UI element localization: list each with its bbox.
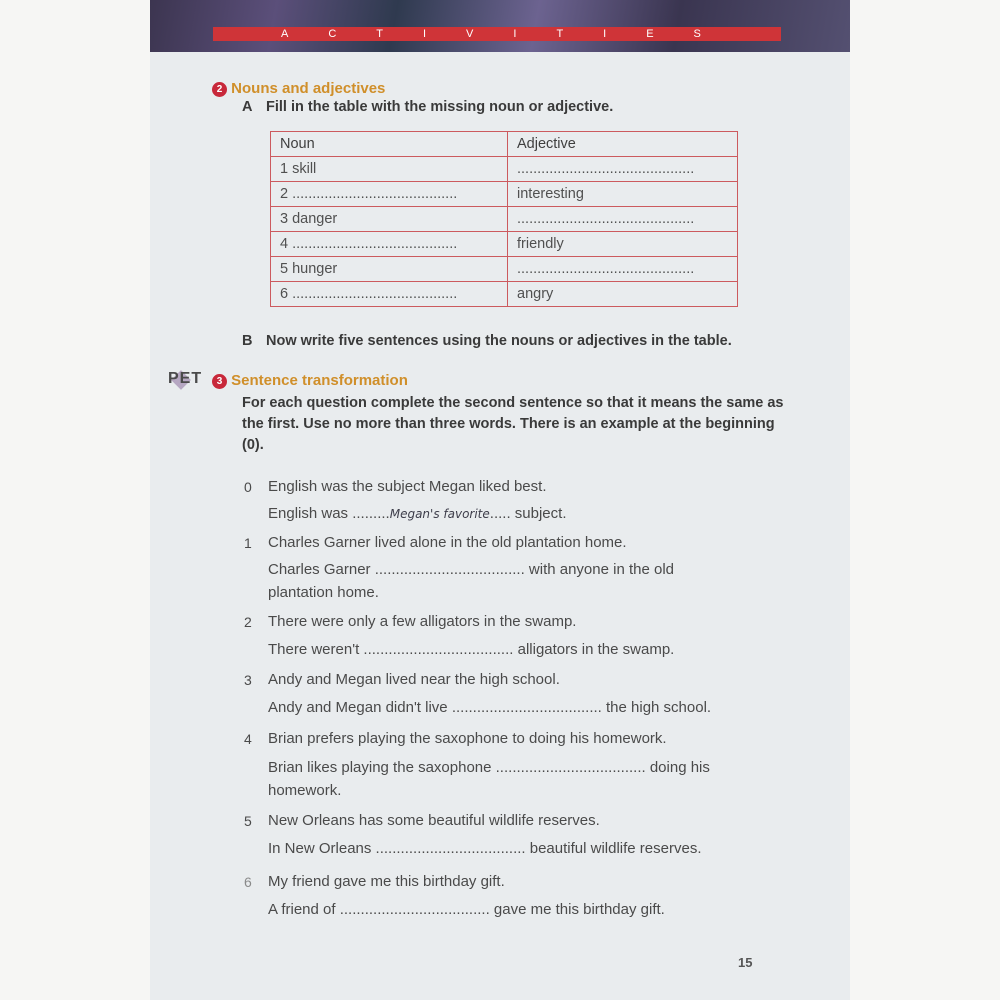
table-header-noun: Noun <box>271 132 508 157</box>
table-row <box>271 182 738 207</box>
book-page <box>150 0 850 1000</box>
page-number: 15 <box>738 955 753 970</box>
activities-banner: ACTIVITIES <box>213 27 781 41</box>
section-3-number: 3 <box>212 374 227 389</box>
part-b-instruction <box>242 333 732 349</box>
transform-end: ..... subject. <box>489 505 567 522</box>
adjective-cell: ............................................ <box>508 257 738 282</box>
question-original: There were only a few alligators in the swamp. <box>268 613 577 630</box>
section-3-title: Sentence transformation <box>231 372 408 389</box>
section-2-title: Nouns and adjectives <box>231 80 386 97</box>
noun-adjective-table <box>270 131 738 307</box>
header-photo <box>150 0 850 52</box>
question-transform-continued: homework. <box>268 782 342 799</box>
table-header-adjective: Adjective <box>508 132 738 157</box>
question-transform: Brian likes playing the saxophone .................................... doing his <box>268 759 710 776</box>
question-original: Andy and Megan lived near the high school. <box>268 671 560 688</box>
question-original: Brian prefers playing the saxophone to doing his homework. <box>268 730 667 747</box>
section-3-heading <box>212 372 408 389</box>
table-header-row <box>271 132 738 157</box>
section-3-instruction: For each question complete the second sentence so that it means the same as the first. Use no more than three words. There is an example at the beginning (0). <box>242 395 784 453</box>
question-transform: Andy and Megan didn't live .................................... the high school. <box>268 699 712 716</box>
question-transform: Charles Garner .................................... with anyone in the old <box>268 561 675 578</box>
section-2-number: 2 <box>212 82 227 97</box>
question-transform: A friend of .................................... gave me this birthday gift. <box>268 901 665 918</box>
handwritten-answer: Megan's favorite <box>389 507 490 521</box>
noun-cell: 6 ......................................... <box>271 282 508 307</box>
table-row <box>271 282 738 307</box>
adjective-cell: interesting <box>508 182 738 207</box>
noun-cell: 5 hunger <box>271 257 508 282</box>
question-number: 5 <box>244 813 252 829</box>
part-b-text: Now write five sentences using the nouns or adjectives in the table. <box>266 333 732 349</box>
question-number: 6 <box>244 874 252 890</box>
part-a-letter: A <box>242 99 253 115</box>
question-original: New Orleans has some beautiful wildlife reserves. <box>268 812 600 829</box>
question-original: Charles Garner lived alone in the old plantation home. <box>268 534 627 551</box>
part-a-instruction <box>242 99 613 115</box>
pet-badge: PET <box>168 370 203 387</box>
table-row <box>271 257 738 282</box>
adjective-cell: ............................................ <box>508 207 738 232</box>
question-number: 0 <box>244 479 252 495</box>
noun-cell: 3 danger <box>271 207 508 232</box>
background-left <box>0 0 150 1000</box>
question-original: My friend gave me this birthday gift. <box>268 873 505 890</box>
section-2-heading <box>212 80 385 97</box>
question-number: 1 <box>244 535 252 551</box>
question-number: 3 <box>244 672 252 688</box>
question-transform: There weren't .................................... alligators in the swamp. <box>268 641 675 658</box>
noun-cell: 2 ......................................... <box>271 182 508 207</box>
noun-cell: 1 skill <box>271 157 508 182</box>
question-original: English was the subject Megan liked best. <box>268 478 547 495</box>
table-row <box>271 232 738 257</box>
question-transform: In New Orleans .................................... beautiful wildlife reserves. <box>268 840 702 857</box>
adjective-cell: ............................................ <box>508 157 738 182</box>
transform-start: English was ......... <box>268 505 390 522</box>
adjective-cell: friendly <box>508 232 738 257</box>
question-transform-continued: plantation home. <box>268 584 379 601</box>
table-row <box>271 207 738 232</box>
question-transform <box>268 505 566 522</box>
question-number: 4 <box>244 731 252 747</box>
question-number: 2 <box>244 614 252 630</box>
part-b-letter: B <box>242 333 253 349</box>
noun-cell: 4 ......................................... <box>271 232 508 257</box>
table-row <box>271 157 738 182</box>
adjective-cell: angry <box>508 282 738 307</box>
background-right <box>850 0 1000 1000</box>
part-a-text: Fill in the table with the missing noun or adjective. <box>266 99 614 115</box>
